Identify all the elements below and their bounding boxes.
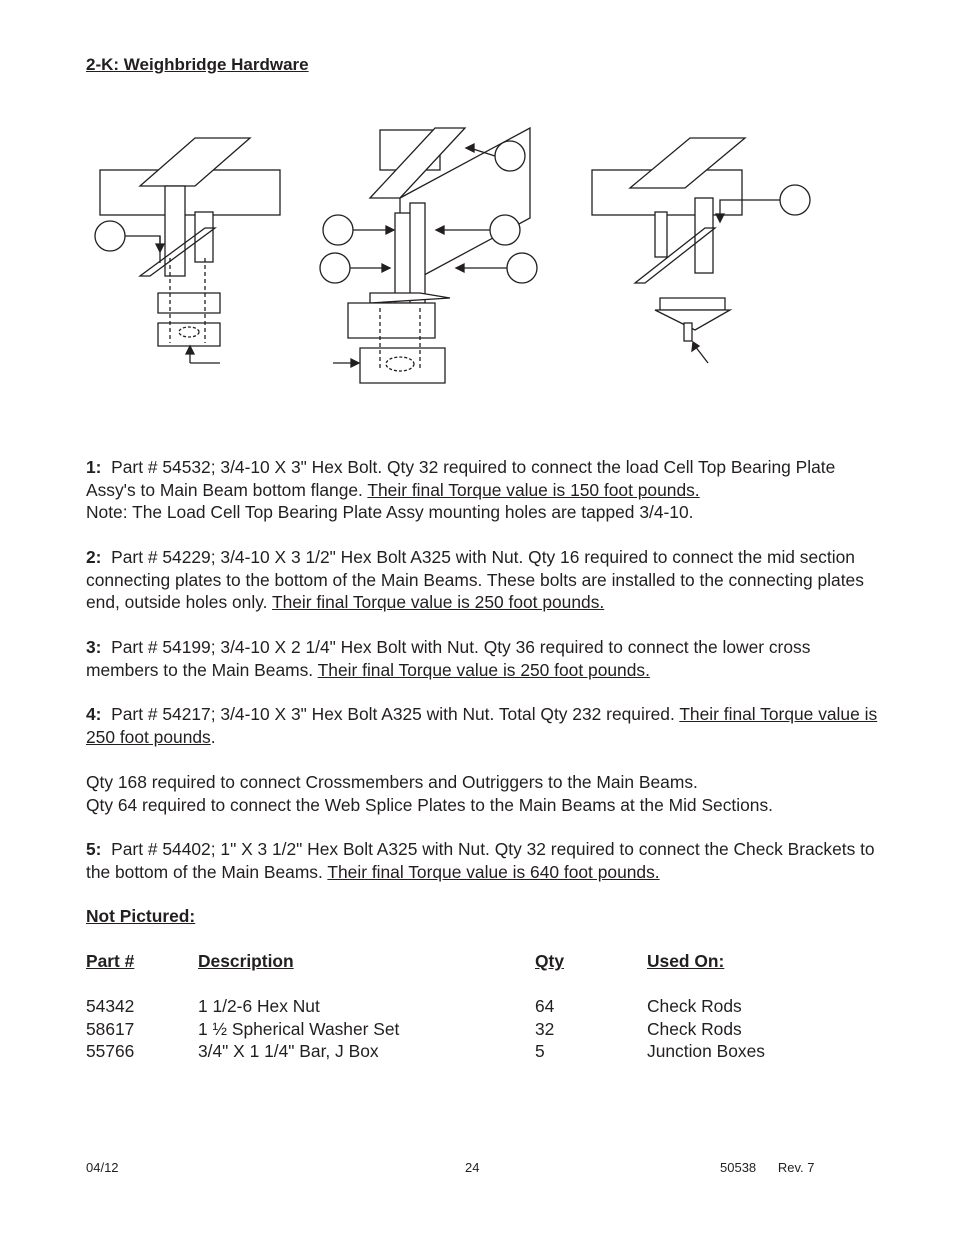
col-header-qty: Qty: [535, 951, 564, 971]
item-3-number: 3:: [86, 637, 102, 657]
item-1-number: 1:: [86, 457, 102, 477]
item-5: [86, 838, 886, 883]
footer-page-number: 24: [465, 1160, 480, 1175]
cell-part: 58617: [86, 1019, 135, 1039]
cell-part: 55766: [86, 1041, 135, 1061]
item-4-line3: Qty 64 required to connect the Web Splice Plates to the Main Beams at the Mid Sections.: [86, 794, 773, 815]
footer-date: 04/12: [86, 1160, 119, 1175]
cell-description: 1 ½ Spherical Washer Set: [198, 1019, 400, 1039]
item-4-details: [86, 771, 886, 816]
item-3: [86, 636, 886, 681]
col-header-description: Description: [198, 951, 294, 971]
cell-qty: 5: [535, 1041, 545, 1061]
item-1-text: Part # 54532; 3/4-10 X 3" Hex Bolt. Qty 32 required to connect the load Cell Top Bearing Plate Assy's to Main Beam bottom flange.: [86, 457, 836, 500]
item-4-period: .: [210, 726, 216, 747]
item-3-text: Part # 54199; 3/4-10 X 2 1/4" Hex Bolt with Nut. Qty 36 required to connect the lower cross members to the Main Beams.: [86, 637, 811, 680]
col-header-part: Part #: [86, 951, 135, 971]
cell-used-on: Check Rods: [647, 1019, 742, 1039]
item-5-number: 5:: [86, 839, 102, 859]
item-4-line2: Qty 168 required to connect Crossmembers and Outriggers to the Main Beams.: [86, 772, 698, 792]
cell-used-on: Junction Boxes: [647, 1041, 765, 1061]
item-4: [86, 703, 886, 748]
item-4-text: Part # 54217; 3/4-10 X 3" Hex Bolt A325 with Nut. Total Qty 232 required.: [111, 704, 680, 724]
item-2-number: 2:: [86, 547, 102, 567]
figure-left-loadcell-plate: [95, 138, 280, 363]
footer-doc-revision: 50538 Rev. 7: [720, 1160, 815, 1175]
item-4-number: 4:: [86, 704, 102, 724]
item-2-text: Part # 54229; 3/4-10 X 3 1/2" Hex Bolt A325 with Nut. Qty 16 required to connect the mid section connecting plates to the bottom of the Main Beams. These bolts are installed to the connecting plates end, outside holes only.: [86, 547, 864, 613]
col-header-used-on: Used On:: [647, 951, 725, 971]
cell-used-on: Check Rods: [647, 996, 742, 1016]
cell-qty: 64: [535, 996, 555, 1016]
item-1: [86, 456, 886, 524]
item-4-torque: Their final Torque value is 250 foot pounds: [86, 704, 878, 747]
item-5-torque: Their final Torque value is 640 foot pounds.: [327, 861, 660, 882]
cell-description: 3/4" X 1 1/4" Bar, J Box: [198, 1041, 379, 1061]
item-5-text: Part # 54402; 1" X 3 1/2" Hex Bolt A325 with Nut. Qty 32 required to connect the Check Brackets to the bottom of the Main Beams.: [86, 839, 875, 882]
cell-description: 1 1/2-6 Hex Nut: [198, 996, 320, 1016]
item-1-note: Note: The Load Cell Top Bearing Plate Assy mounting holes are tapped 3/4-10.: [86, 502, 694, 523]
item-1-torque: Their final Torque value is 150 foot pounds.: [367, 479, 700, 500]
item-2: [86, 546, 886, 614]
figure-center-splice: [320, 128, 537, 383]
item-2-torque: Their final Torque value is 250 foot pounds.: [271, 592, 605, 613]
cell-qty: 32: [535, 1019, 555, 1039]
figure-right-check-bracket: [592, 138, 810, 363]
page-title: 2-K: Weighbridge Hardware: [86, 55, 309, 74]
item-3-torque: Their final Torque value is 250 foot pounds.: [317, 659, 650, 680]
cell-part: 54342: [86, 996, 135, 1016]
hardware-diagrams: [90, 118, 850, 403]
not-pictured-title: Not Pictured:: [86, 906, 196, 926]
